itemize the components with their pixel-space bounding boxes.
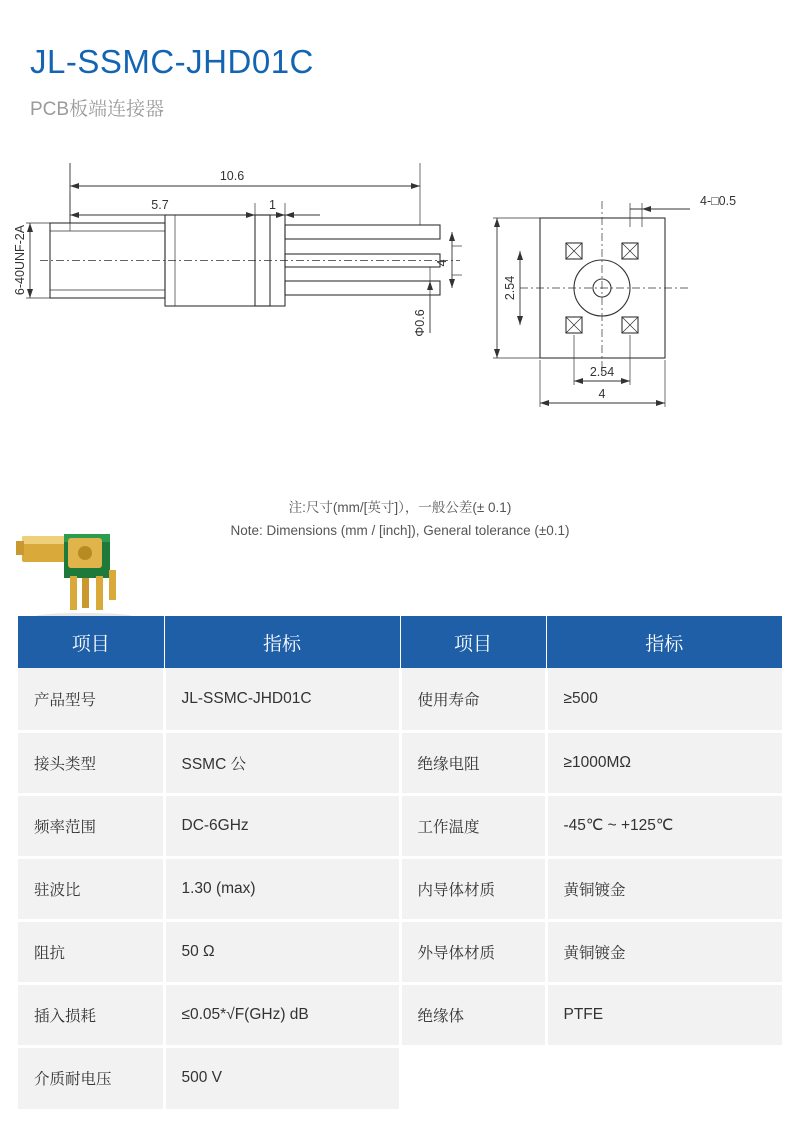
- spec-value: 黄铜镀金: [546, 920, 782, 983]
- dim-total-length: [70, 163, 420, 231]
- spec-label: 介质耐电压: [18, 1046, 164, 1109]
- spec-label: 工作温度: [400, 794, 546, 857]
- spec-label: 绝缘电阻: [400, 731, 546, 794]
- dim-front-inner-vertical-label: 2.54: [503, 276, 517, 301]
- product-photo-svg: [14, 528, 194, 620]
- spec-value: DC-6GHz: [164, 794, 400, 857]
- spec-value: ≥500: [546, 668, 782, 731]
- spec-label: 驻波比: [18, 857, 164, 920]
- drawing-svg: [0, 163, 800, 493]
- spec-value: ≥1000MΩ: [546, 731, 782, 794]
- dim-thread-label: 6-40UNF-2A: [13, 225, 27, 296]
- page-subtitle: PCB板端连接器: [30, 99, 165, 121]
- side-view-geometry: [40, 215, 460, 306]
- spec-label: 使用寿命: [400, 668, 546, 731]
- note-chinese: 注:尺寸(mm/[英寸]），一般公差(± 0.1): [288, 500, 512, 516]
- dim-step-length: [258, 198, 320, 223]
- spec-label: 插入损耗: [18, 983, 164, 1046]
- table-header-cell: 项目: [18, 616, 164, 668]
- table-row: [18, 668, 782, 731]
- spec-label: 频率范围: [18, 794, 164, 857]
- spec-value: ≤0.05*√F(GHz) dB: [164, 983, 400, 1046]
- front-view-geometry: [520, 201, 690, 375]
- dim-body-label: 5.7: [151, 198, 169, 213]
- spec-value: 黄铜镀金: [546, 857, 782, 920]
- table-row: [18, 794, 782, 857]
- technical-drawing: [0, 163, 800, 493]
- spec-value: 1.30 (max): [164, 857, 400, 920]
- dim-total-label: 10.6: [219, 169, 245, 184]
- page-title: JL-SSMC-JHD01C: [30, 43, 314, 80]
- table-row: [18, 920, 782, 983]
- spec-label-empty: [400, 1046, 546, 1109]
- dim-front-inner-horizontal: [574, 335, 630, 385]
- dim-hole-callout: [630, 194, 736, 227]
- table-header-cell: 指标: [164, 616, 400, 668]
- dim-front-outer-horizontal-label: 4: [598, 387, 606, 402]
- table-header-cell: 指标: [546, 616, 782, 668]
- table-header-cell: 项目: [400, 616, 546, 668]
- product-photo: [14, 528, 194, 620]
- spec-value: PTFE: [546, 983, 782, 1046]
- table-row: [18, 857, 782, 920]
- dim-front-inner-horizontal-label: 2.54: [589, 365, 615, 380]
- table-row: [18, 731, 782, 794]
- dim-pin-diameter: [413, 267, 433, 337]
- spec-value: 50 Ω: [164, 920, 400, 983]
- table-row: [18, 1046, 782, 1109]
- spec-value: 500 V: [164, 1046, 400, 1109]
- table-header-row: [18, 616, 782, 668]
- page-header: [0, 0, 800, 121]
- dim-pin-spacing-label: 4: [435, 259, 449, 267]
- spec-label: 阻抗: [18, 920, 164, 983]
- note-english: Note: Dimensions (mm / [inch]), General tolerance (±0.1): [230, 523, 570, 539]
- specification-table: [18, 616, 782, 1109]
- spec-label: 接头类型: [18, 731, 164, 794]
- spec-label: 产品型号: [18, 668, 164, 731]
- spec-value: SSMC 公: [164, 731, 400, 794]
- spec-value-empty: [546, 1046, 782, 1109]
- table-row: [18, 983, 782, 1046]
- dim-body-length: [70, 193, 255, 223]
- dim-front-inner-vertical: [503, 251, 523, 325]
- spec-value: -45℃ ~ +125℃: [546, 794, 782, 857]
- spec-label: 外导体材质: [400, 920, 546, 983]
- dim-pin-spacing: [435, 232, 455, 288]
- spec-label: 内导体材质: [400, 857, 546, 920]
- dim-pin-diameter-label: Φ0.6: [413, 309, 427, 337]
- dim-hole-callout-label: 4-□0.5: [700, 194, 737, 209]
- dim-step-label: 1: [269, 198, 276, 213]
- spec-label: 绝缘体: [400, 983, 546, 1046]
- spec-value: JL-SSMC-JHD01C: [164, 668, 400, 731]
